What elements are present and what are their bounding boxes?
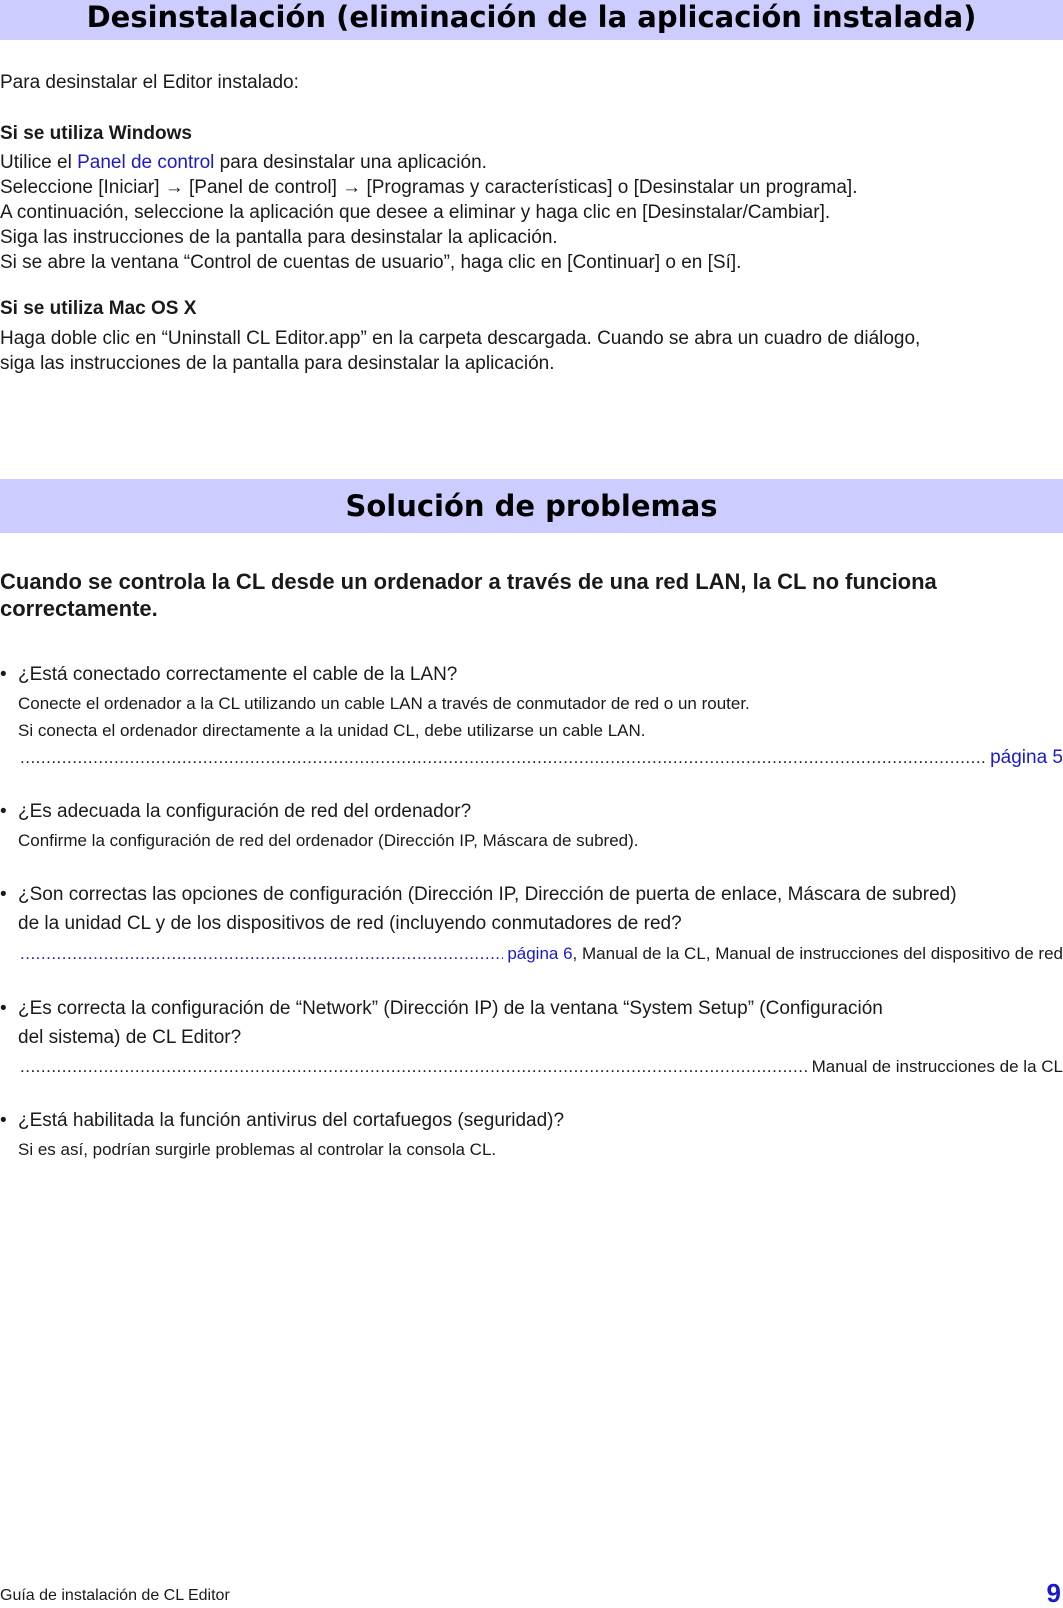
check-item-1-detail-2: Si conecta el ordenador directamente a la unidad CL, debe utilizarse un cable LAN. <box>18 721 646 740</box>
windows-line-2: Seleccione [Iniciar] → [Panel de control] → [Programas y características] o [Desinstalar un programa]. <box>0 177 858 198</box>
windows-line-1-prefix: Utilice el <box>0 152 78 173</box>
windows-line-3: A continuación, seleccione la aplicación que desee a eliminar y haga clic en [Desinstalar/Cambiar]. <box>0 202 831 223</box>
check-item-4-title-line-1: ¿Es correcta la configuración de “Network” (Dirección IP) de la ventana “System Setup” (Configuración <box>18 998 883 1019</box>
check-item-3-reference-text: , Manual de la CL, Manual de instrucciones del dispositivo de red <box>572 944 1063 963</box>
check-item-4-title-line-2: del sistema) de CL Editor? <box>18 1027 242 1048</box>
check-item-1-reference <box>20 746 1063 770</box>
bullet-icon: • <box>0 884 7 905</box>
page-6-link[interactable]: página 6 <box>507 944 573 963</box>
bullet-icon: • <box>0 664 7 685</box>
troubleshooting-section-title: Solución de problemas <box>0 479 1063 533</box>
page-5-link[interactable]: página 5 <box>990 747 1063 768</box>
check-item-5-detail-1: Si es así, podrían surgirle problemas al controlar la consola CL. <box>18 1140 497 1159</box>
check-item-4-reference <box>20 1055 1063 1079</box>
windows-heading: Si se utiliza Windows <box>0 123 192 144</box>
check-item-3-title-line-2: de la unidad CL y de los dispositivos de red (incluyendo conmutadores de red? <box>18 913 682 934</box>
dot-leader <box>20 942 503 966</box>
windows-line-1 <box>0 150 487 175</box>
page-number: 9 <box>1046 1578 1061 1608</box>
check-item-2-detail-1: Confirme la configuración de red del ordenador (Dirección IP, Máscara de subred). <box>18 831 639 850</box>
bullet-icon: • <box>0 998 7 1019</box>
check-item-3-reference <box>20 942 1063 966</box>
dot-leader <box>20 746 986 770</box>
problem-question-line-2: correctamente. <box>0 596 158 621</box>
uninstall-section-title: Desinstalación (eliminación de la aplicación instalada) <box>0 0 1063 40</box>
windows-line-4: Siga las instrucciones de la pantalla para desinstalar la aplicación. <box>0 227 558 248</box>
check-item-3-title-line-1: ¿Son correctas las opciones de configuración (Dirección IP, Dirección de puerta de enlace, Máscara de subred) <box>18 884 957 905</box>
windows-line-5: Si se abre la ventana “Control de cuentas de usuario”, haga clic en [Continuar] o en [Sí]. <box>0 252 742 273</box>
bullet-icon: • <box>0 1110 7 1131</box>
problem-question-line-1: Cuando se controla la CL desde un ordenador a través de una red LAN, la CL no funciona <box>0 569 937 594</box>
bullet-icon: • <box>0 801 7 822</box>
check-item-1-detail-1: Conecte el ordenador a la CL utilizando un cable LAN a través de conmutador de red o un router. <box>18 694 750 713</box>
check-item-5-title: ¿Está habilitada la función antivirus del cortafuegos (seguridad)? <box>18 1110 565 1131</box>
check-item-4-reference-text: Manual de instrucciones de la CL <box>811 1057 1063 1076</box>
windows-line-1-suffix: para desinstalar una aplicación. <box>214 152 487 173</box>
dot-leader <box>20 1055 808 1079</box>
uninstall-intro: Para desinstalar el Editor instalado: <box>0 72 299 93</box>
check-item-2-title: ¿Es adecuada la configuración de red del ordenador? <box>18 801 472 822</box>
mac-heading: Si se utiliza Mac OS X <box>0 298 197 319</box>
mac-line-1: Haga doble clic en “Uninstall CL Editor.app” en la carpeta descargada. Cuando se abra un cuadro de diálogo, <box>0 328 921 349</box>
check-item-1-title: ¿Está conectado correctamente el cable de la LAN? <box>18 664 458 685</box>
control-panel-link[interactable]: Panel de control <box>77 152 215 173</box>
mac-line-2: siga las instrucciones de la pantalla para desinstalar la aplicación. <box>0 353 555 374</box>
footer-document-title: Guía de instalación de CL Editor <box>0 1587 230 1604</box>
